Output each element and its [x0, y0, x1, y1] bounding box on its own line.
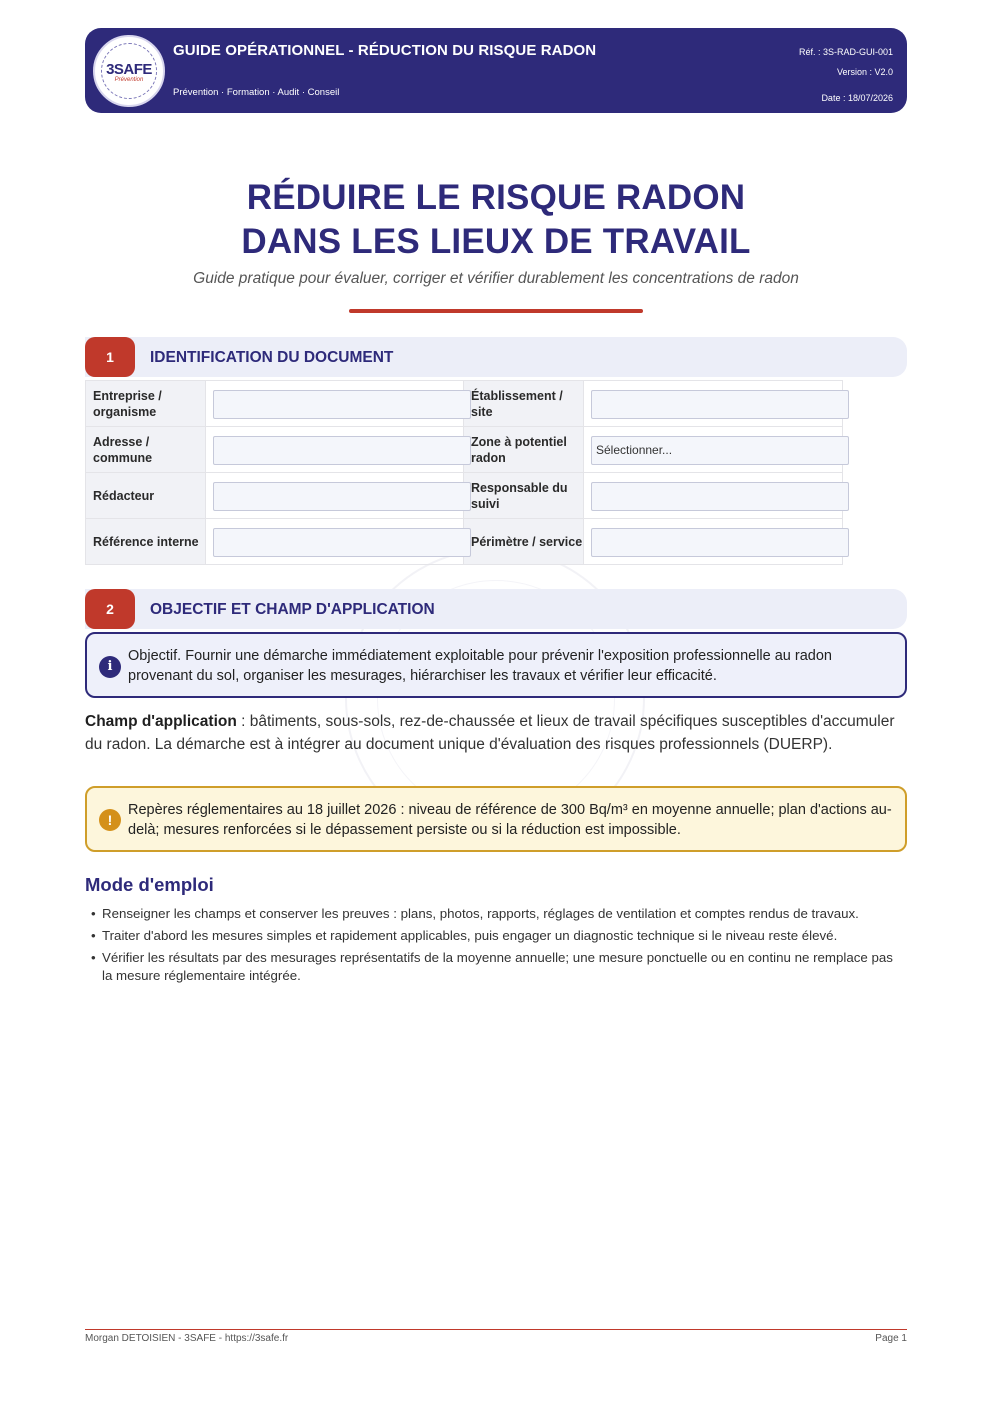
responsable-suivi-field[interactable]	[591, 482, 849, 511]
table-row	[86, 381, 843, 427]
logo-wordmark: 3SAFE	[106, 61, 152, 78]
header-title: GUIDE OPÉRATIONNEL - RÉDUCTION DU RISQUE RADON	[173, 42, 597, 59]
etablissement-field[interactable]	[591, 390, 849, 419]
label-perimetre: Périmètre / service	[464, 519, 584, 565]
page-title-line-1: RÉDUIRE LE RISQUE RADON	[246, 178, 746, 217]
label-responsable-suivi: Responsable du suivi	[464, 473, 584, 519]
redacteur-field[interactable]	[213, 482, 471, 511]
section-1-header	[85, 337, 907, 377]
footer-divider	[85, 1329, 907, 1330]
document-reference: Réf. : 3S-RAD-GUI-001	[798, 47, 893, 57]
label-redacteur: Rédacteur	[86, 473, 206, 519]
section-2-title: OBJECTIF ET CHAMP D'APPLICATION	[150, 601, 435, 618]
list-item: • Traiter d'abord les mesures simples et rapidement applicables, puis engager un diagnostic technique si le niveau reste élevé.	[91, 927, 903, 945]
document-header	[85, 28, 907, 113]
objective-callout	[85, 632, 907, 698]
company-logo	[93, 35, 165, 107]
page-subtitle: Guide pratique pour évaluer, corriger et vérifier durablement les concentrations de radon	[193, 270, 799, 287]
entreprise-field[interactable]	[213, 390, 471, 419]
label-adresse: Adresse / commune	[86, 427, 206, 473]
warning-text: Repères réglementaires au 18 juillet 2026 : niveau de référence de 300 Bq/m³ en moyenne annuelle; plan d'actions au-delà; mesures renforcées si le dépassement persiste ou si la réduction est impossible.	[128, 802, 892, 838]
label-reference-interne: Référence interne	[86, 519, 206, 565]
list-item: • Renseigner les champs et conserver les preuves : plans, photos, rapports, réglages de ventilation et comptes rendus de travaux.	[91, 905, 903, 923]
scope-paragraph	[85, 710, 907, 756]
warning-icon: !	[99, 809, 121, 831]
page-number: Page 1	[875, 1333, 907, 1344]
regulatory-warning-callout	[85, 786, 907, 852]
identification-table	[85, 380, 843, 565]
zone-radon-select[interactable]: Sélectionner...	[591, 436, 849, 465]
section-2-header	[85, 589, 907, 629]
info-icon: i	[99, 656, 121, 678]
list-item: • Vérifier les résultats par des mesurages représentatifs de la moyenne annuelle; une mesure ponctuelle ou en continu ne remplace pas la mesure réglementaire intégrée.	[91, 949, 903, 985]
document-date: Date : 18/07/2026	[821, 93, 893, 103]
header-meta	[799, 42, 893, 108]
label-zone-radon: Zone à potentiel radon	[464, 427, 584, 473]
scope-label: Champ d'application	[85, 713, 237, 730]
perimetre-field[interactable]	[591, 528, 849, 557]
title-divider	[349, 309, 643, 313]
logo-tagline: Prévention	[114, 77, 144, 83]
label-etablissement: Établissement / site	[464, 381, 584, 427]
reference-interne-field[interactable]	[213, 528, 471, 557]
table-row	[86, 427, 843, 473]
page-title-line-2: DANS LES LIEUX DE TRAVAIL	[241, 222, 751, 261]
page-title	[0, 176, 992, 264]
table-row	[86, 519, 843, 565]
label-entreprise: Entreprise / organisme	[86, 381, 206, 427]
section-2-number: 2	[85, 589, 135, 629]
document-version: Version : V2.0	[836, 67, 893, 77]
scope-text: : bâtiments, sous-sols, rez-de-chaussée et lieux de travail spécifiques susceptibles d'accumuler du radon. La démarche est à intégrer au document unique d'évaluation des risques professionnels (DUERP).	[85, 713, 895, 753]
mode-emploi-list	[91, 905, 903, 989]
section-1-title: IDENTIFICATION DU DOCUMENT	[150, 349, 394, 366]
adresse-field[interactable]	[213, 436, 471, 465]
section-1-number: 1	[85, 337, 135, 377]
mode-emploi-heading: Mode d'emploi	[85, 874, 214, 895]
header-subtitle: Prévention · Formation · Audit · Conseil	[173, 87, 340, 98]
objective-text: Objectif. Fournir une démarche immédiatement exploitable pour prévenir l'exposition professionnelle au radon provenant du sol, organiser les mesurages, hiérarchiser les travaux et vérifier leur efficacité.	[128, 648, 832, 684]
table-row	[86, 473, 843, 519]
footer-author: Morgan DETOISIEN - 3SAFE - https://3safe.fr	[85, 1333, 289, 1344]
